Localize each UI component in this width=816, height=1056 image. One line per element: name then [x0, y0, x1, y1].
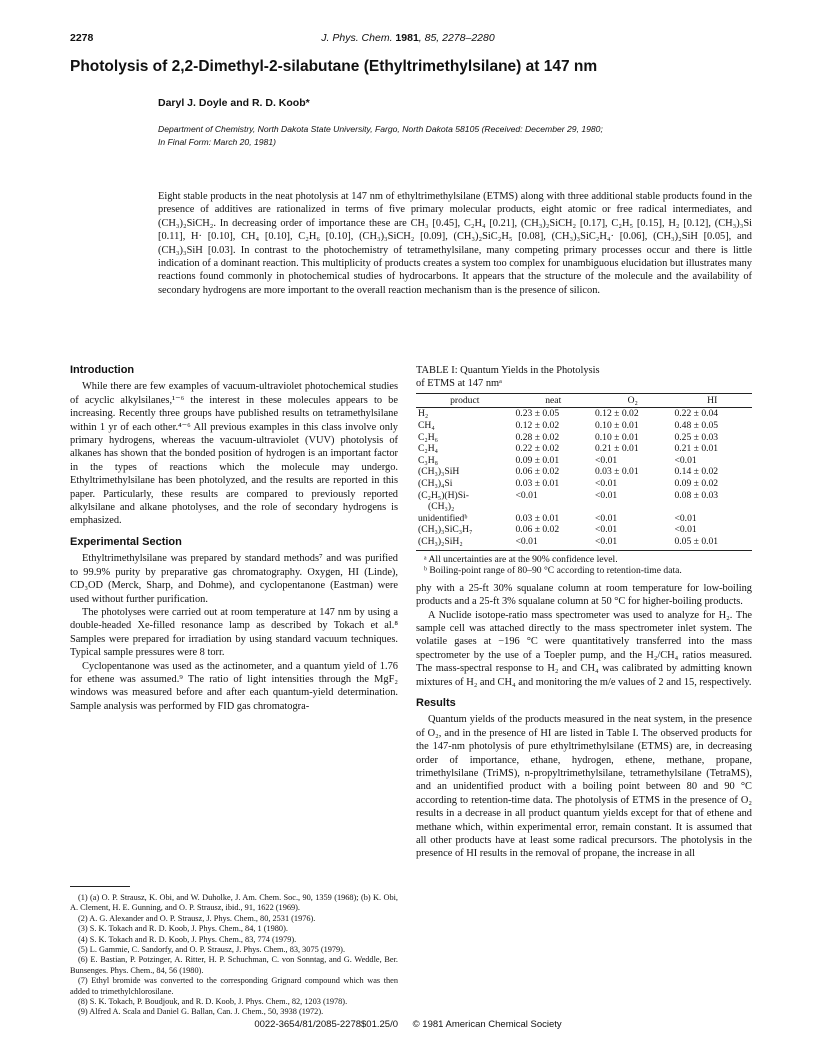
experimental-paragraph-1: Ethyltrimethylsilane was prepared by standard methods⁷ and was purified to 99.9% purity by preparative gas chromatography. Oxygen, HI (Linde), CD₃OD (Merck, Sharp, and Dohme), and cyclopentanone (Eastman) were used without further purification.	[70, 553, 398, 605]
table-row	[416, 432, 752, 444]
table-cell: <0.01	[514, 536, 593, 550]
experimental-paragraph-3: Cyclopentanone was used as the actinometer, and a quantum yield of 1.76 for ethene was assumed.⁹ The ratio of light intensities through the MgF₂ windows was measured before and after each quantum-yield determination. Sample analysis was performed by FID gas chromatogra-	[70, 660, 398, 712]
methods-paragraph-continued: phy with a 25-ft 30% squalane column at room temperature for low-boiling products and a 25-ft 3% squalane column at 50 °C for higher-boiling products.	[416, 582, 752, 608]
col-header-neat: neat	[514, 393, 593, 408]
table-cell: 0.21 ± 0.01	[594, 443, 639, 455]
page-footer	[0, 1019, 816, 1030]
table-caption-line-2: of ETMS at 147 nmᵃ	[416, 378, 502, 390]
table-cell: CH₄	[418, 420, 435, 431]
table-cell: 0.09 ± 0.01	[515, 454, 560, 466]
table-header-row	[416, 393, 752, 408]
table-cell: <0.01	[594, 512, 618, 524]
table-cell: unidentifiedᵇ	[418, 512, 468, 524]
footnote: (4) S. K. Tokach and R. D. Koob, J. Phys. Chem., 83, 774 (1979).	[78, 934, 297, 944]
table-cell: (CH₃)₄Si	[418, 477, 453, 489]
table-cell: 0.14 ± 0.02	[674, 466, 719, 478]
journal-name: J. Phys. Chem.	[321, 32, 393, 44]
table-cell: (CH₃)₂	[428, 501, 455, 513]
table-cell: (CH₃)₃SiC₃H₇	[418, 524, 473, 536]
table-cell: H₂	[418, 408, 429, 420]
table-row	[416, 420, 752, 432]
table-cell: 0.03 ± 0.01	[515, 477, 560, 489]
footnote: (6) E. Bastian, P. Potzinger, A. Ritter, H. P. Schuchman, C. von Sonntag, and G. Weddle, Ber. Bunsenges. Phys. Chem., 84, 56 (1980).	[70, 955, 398, 975]
table-row	[416, 536, 752, 550]
table-cell: 0.10 ± 0.01	[594, 431, 639, 443]
table-footnotes	[416, 554, 752, 577]
table-cell: 0.12 ± 0.02	[515, 420, 560, 431]
page-number: 2278	[70, 32, 94, 44]
results-heading: Results	[416, 696, 456, 709]
paper-title: Photolysis of 2,2-Dimethyl-2-silabutane (Ethyltrimethylsilane) at 147 nm	[70, 58, 598, 75]
table-cell: 0.06 ± 0.02	[515, 524, 560, 536]
right-column	[416, 364, 752, 861]
table-caption-line-1: TABLE I: Quantum Yields in the Photolysis	[416, 365, 600, 376]
table-row	[416, 455, 752, 467]
footnote: (8) S. K. Tokach, P. Boudjouk, and R. D. Koob, J. Phys. Chem., 82, 1203 (1978).	[78, 997, 348, 1007]
affiliation-line-2: In Final Form: March 20, 1981)	[158, 137, 276, 147]
table-row	[416, 501, 752, 513]
introduction-heading: Introduction	[70, 364, 135, 376]
table-cell: 0.12 ± 0.02	[594, 408, 639, 420]
left-column	[70, 364, 398, 713]
results-paragraph: Quantum yields of the products measured in the neat system, in the presence of O₂, and in the presence of HI are listed in Table I. The observed products for the 147-nm photolysis of pure ethyltrimethylsilane (ETMS) are, in decreasing order of importance, ethane, hydrogen, ethene, methane, propane, trimethylsilane (TriMS), n-propyltrimethylsilane, tetramethylsilane (TetraMS), and an unidentified product with a boiling point between 80 and 90 °C according to retention-time data. The photolysis of ETMS in the presence of O₂ results in a decrease in all product quantum yields except for that of ethene and methane which, within experimental error, remain constant. It is assumed that all other products have at least some radical precursors. The photolysis in the presence of HI results in the removal of propane, the increase in all	[416, 714, 752, 860]
experimental-heading: Experimental Section	[70, 535, 182, 548]
table-cell: 0.09 ± 0.02	[674, 477, 719, 489]
table-cell: (CH₃)₂SiH₂	[416, 536, 514, 550]
journal-year: 1981	[395, 32, 419, 44]
article-code: 0022-3654/81/2085-2278$01.25/0	[254, 1019, 398, 1030]
affiliation-line-1: Department of Chemistry, North Dakota State University, Fargo, North Dakota 58105 (Received: December 29, 1980;	[158, 124, 603, 134]
footnote-rule	[70, 886, 130, 887]
table-cell: <0.01	[515, 489, 538, 501]
table-row	[416, 490, 752, 502]
table-cell: C₂H₆	[418, 431, 439, 443]
table-cell: 0.03 ± 0.01	[515, 512, 560, 524]
col-header-o2: O₂	[593, 393, 672, 408]
copyright: © 1981 American Chemical Society	[412, 1019, 562, 1030]
footnotes	[70, 886, 398, 1018]
table-cell: C₂H₄	[418, 443, 439, 455]
introduction-paragraph: While there are few examples of vacuum-ultraviolet photochemical studies of acyclic alkylsilanes,¹⁻⁶ the interest in these molecules appears to be increasing. Recently three groups have published results on tetramethylsilane within 1 yr of each other.⁴⁻⁶ All previous examples in this class involve only primary hydrogens, whereas the vacuum-ultraviolet (VUV) photolysis of alkanes has shown that the bonded position of hydrogen is an important factor in the types of reactions which the molecule may undergo. Ethyltrimethylsilane has been photolyzed, and the results are reported in this paper. Particularly, these results are compared to previously reported alkylsilane and alkane photolyses, and the role of secondary hydrogens is emphasized.	[70, 381, 398, 527]
footnote: (5) L. Gammie, C. Sandorfy, and O. P. Strausz, J. Phys. Chem., 83, 3075 (1979).	[78, 945, 346, 955]
table-cell: 0.22 ± 0.02	[515, 443, 560, 455]
table-body	[416, 408, 752, 550]
footnote: (1) (a) O. P. Strausz, K. Obi, and W. Duholke, J. Am. Chem. Soc., 90, 1359 (1968); (b) K. Obi, A. Clement, H. E. Gunning, and O. P. Strausz, ibid., 91, 1622 (1969).	[70, 893, 398, 913]
col-header-hi: HI	[672, 393, 752, 408]
table-cell: (C₂H₅)(H)Si-	[418, 489, 469, 501]
table-cell	[514, 501, 593, 513]
table-cell: 0.05 ± 0.01	[672, 536, 752, 550]
table-cell: C₃H₈	[418, 454, 439, 466]
table-cell: 0.21 ± 0.01	[674, 443, 719, 455]
table-footnote-b: ᵇ Boiling-point range of 80–90 °C according to retention-time data.	[424, 565, 682, 577]
col-header-product: product	[416, 393, 514, 408]
table-caption	[416, 364, 752, 391]
table-cell: 0.22 ± 0.04	[674, 408, 719, 420]
experimental-paragraph-2: The photolyses were carried out at room temperature at 147 nm by using a double-headed Xe-filled resonance lamp as described by Tokach et al.⁸ Samples were prepared for irradiation by using standard vacuum techniques. Typical sample pressures were 8 torr.	[70, 606, 398, 659]
table-cell: 0.08 ± 0.03	[674, 489, 719, 501]
table-cell: 0.23 ± 0.05	[515, 408, 560, 420]
authors: Daryl J. Doyle and R. D. Koob*	[158, 97, 310, 109]
table-cell	[593, 501, 672, 513]
table-row	[416, 478, 752, 490]
table-cell	[672, 501, 752, 513]
mass-spec-paragraph: A Nuclide isotope-ratio mass spectrometer was used to analyze for H₂. The sample cell was attached directly to the mass spectrometer inlet system. The volatile gases at −196 °C were quantitatively transferred into the mass spectrometer by the use of a Toepler pump, and the H₂/CH₄ ratios measured. The mass-spectral response to H₂ and CH₄ was calibrated by admitting known mixtures of H₂ and CH₄ and monitoring the m/e values of 2 and 15, respectively.	[416, 609, 752, 688]
footnote: (2) A. G. Alexander and O. P. Strausz, J. Phys. Chem., 80, 2531 (1976).	[78, 913, 316, 923]
table-cell: 0.03 ± 0.01	[594, 466, 639, 478]
table-cell: (CH₃)₃SiH	[418, 466, 460, 478]
table-cell: 0.28 ± 0.02	[515, 431, 560, 443]
table-cell: <0.01	[594, 454, 618, 466]
footnote: (7) Ethyl bromide was converted to the corresponding Grignard compound which was then added to trimethylchlorosilane.	[70, 976, 398, 996]
affiliation	[158, 123, 756, 149]
footnote: (3) S. K. Tokach and R. D. Koob, J. Phys. Chem., 84, 1 (1980).	[78, 924, 288, 934]
table-cell: 0.48 ± 0.05	[674, 420, 719, 431]
table-row	[416, 466, 752, 478]
table-footnote-a: ᵃ All uncertainties are at the 90% confidence level.	[424, 553, 618, 565]
table-cell: <0.01	[674, 454, 697, 466]
table-row	[416, 513, 752, 525]
table-cell: <0.01	[593, 536, 672, 550]
table-cell: <0.01	[594, 524, 618, 536]
table-cell: 0.10 ± 0.01	[594, 420, 639, 431]
table-row	[416, 524, 752, 536]
table-row	[416, 443, 752, 455]
table-cell: <0.01	[674, 512, 697, 524]
quantum-yield-table	[416, 393, 752, 551]
journal-volume-pages: , 85, 2278–2280	[418, 32, 495, 44]
table-cell: 0.06 ± 0.02	[515, 466, 560, 478]
table-cell: 0.25 ± 0.03	[674, 431, 719, 443]
running-header	[0, 32, 816, 44]
table-row	[416, 408, 752, 420]
footnote: (9) Alfred A. Scala and Daniel G. Ballan, Can. J. Chem., 50, 3938 (1972).	[78, 1007, 324, 1017]
abstract: Eight stable products in the neat photolysis at 147 nm of ethyltrimethylsilane (ETMS) along with three additional stable products found in the presence of additives are rationalized in terms of five primary molecular products, eight atomic or free radical intermediates, and (CH₃)₂SiCH₂. In decreasing order of importance these are CH₃ [0.45], C₂H₄ [0.21], (CH₃)₂SiCH₂ [0.17], C₂H₅ [0.15], H₂ [0.12], (CH₃)₃Si [0.11], H· [0.10], CH₄ [0.10], C₂H₆ [0.10], (CH₃)₃SiCH₂ [0.09], (CH₃)₂SiC₂H₅ [0.08], (CH₃)₃SiC₂H₄· [0.06], (CH₃)₂SiH [0.05], and (CH₃)₃SiH [0.03]. In contrast to the photochemistry of tetramethylsilane, many competing primary processes occur and there is little indication of a dominant reaction. This multiplicity of products creates a system too complex for unambiguous elucidation but illustrates many reactions found commonly in photochemical studies of hydrocarbons. It appears that the structure of the molecule and the availability of secondary hydrogens are more important to the overall reaction mechanism than is the presence of silicon.	[158, 191, 752, 296]
table-cell: <0.01	[674, 524, 697, 536]
table-cell: <0.01	[594, 489, 618, 501]
table-cell: <0.01	[594, 477, 618, 489]
